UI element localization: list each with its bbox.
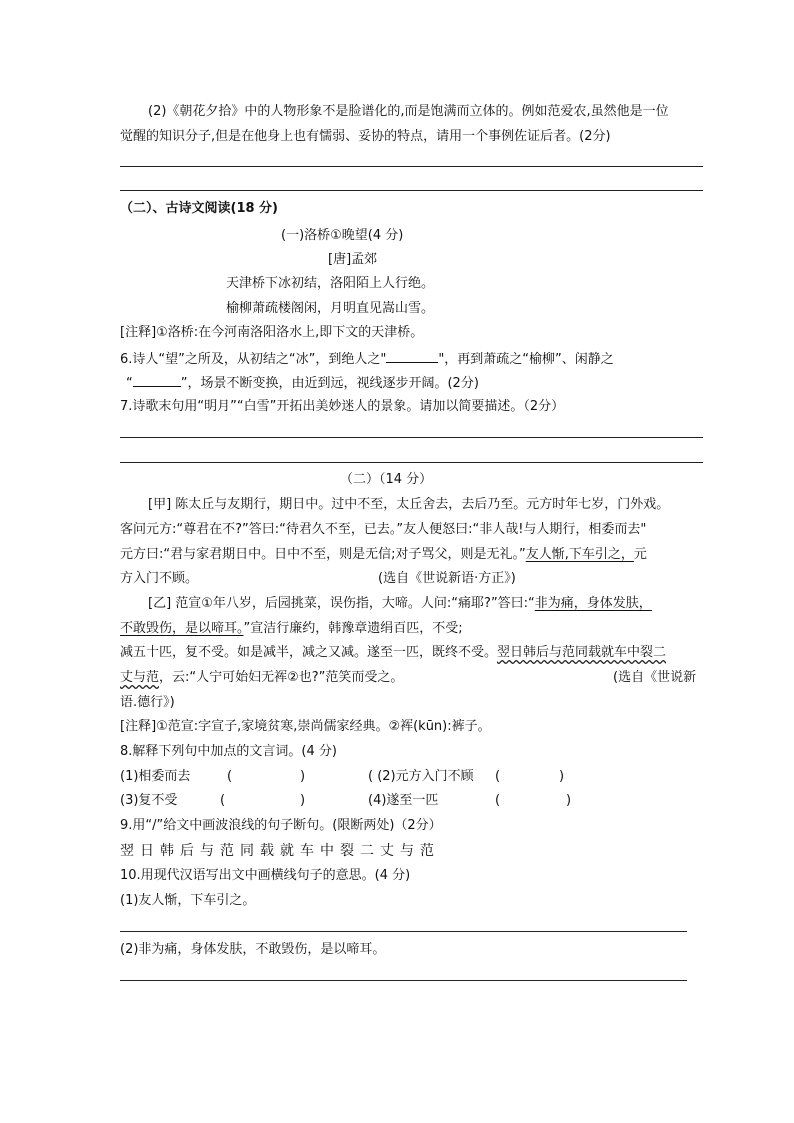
answer-paren-open: ( <box>220 793 226 808</box>
answer-line <box>120 166 703 167</box>
passage-text: 元方曰:“君与家君期日中。日中不至，则是无信;对子骂父，则是无礼。” <box>120 547 526 562</box>
answer-paren-close: ) <box>300 769 306 784</box>
poem-line: 榆柳萧疏楼阁闲，月明直见嵩山雪。 <box>226 301 435 316</box>
passage-yi-line <box>120 669 403 687</box>
q8-item4: (4)遂至一匹 <box>368 793 439 808</box>
answer-line <box>120 462 703 463</box>
passage-note: [注释]①范宣:字宣子,家境贫寒,崇尚儒家经典。②裈(kūn):裤子。 <box>120 719 491 734</box>
q8-item2: ( (2)元方入门不顾 <box>368 769 474 784</box>
q2-line1: (2)《朝花夕拾》中的人物形象不是脸谱化的,而是饱满而立体的。例如范爱农,虽然他是一位 <box>148 104 669 119</box>
answer-line <box>120 931 687 932</box>
wavy-sentence: 丈与范 <box>120 670 160 685</box>
answer-paren-open: ( <box>227 769 233 784</box>
section-heading: （二）、古诗文阅读(18 分) <box>120 201 278 216</box>
passage-jia-line: 客问元方:“尊君在不?”答曰:“待君久不至，已去。”友人便怒曰:“非人哉!与人期行，相委而去" <box>120 522 647 537</box>
q6-line2 <box>126 373 479 393</box>
q2-line2: 觉醒的知识分子,但是在他身上也有懦弱、妥协的特点，请用一个事例佐证后者。(2分) <box>120 129 611 144</box>
answer-line <box>120 980 687 981</box>
q8-heading: 8.解释下列句中加点的文言词。(4 分) <box>120 744 337 759</box>
q10-heading: 10.用现代汉语写出文中画横线句子的意思。(4 分) <box>120 868 411 883</box>
q6-text: ”，场景不断变换，由近到远，视线逐步开阔。(2分) <box>180 376 479 391</box>
source-citation: (选自《世说新语·方正》) <box>378 571 516 586</box>
poem-title: (一)洛桥①晚望(4 分) <box>281 228 404 243</box>
answer-line <box>120 190 703 191</box>
passage-text: [乙] 范宣①年八岁，后园挑菜，误伤指，大啼。人问:“痛耶?”答曰:“ <box>148 596 535 611</box>
poem-line: 天津桥下冰初结，洛阳陌上人行绝。 <box>226 276 435 291</box>
passage-text: 减五十匹，复不受。如是减半，减之又减。遂至一匹，既终不受。 <box>120 645 498 660</box>
q10-item2: (2)非为痛，身体发肤，不敢毁伤，是以啼耳。 <box>120 942 386 957</box>
passage-text: 元 <box>633 547 647 562</box>
answer-line <box>120 437 703 438</box>
answer-paren-close: ) <box>559 769 565 784</box>
q6-text: 6.诗人“望”之所及，从初结之“冰”，到绝人之" <box>120 352 387 367</box>
q9-sentence: 翌日韩后与范同载就车中裂二丈与范 <box>120 843 440 859</box>
passage-jia-line: [甲] 陈太丘与友期行，期日中。过中不至，太丘舍去，去后乃至。元方时年七岁，门外戏。 <box>148 497 670 512</box>
q6-text: "，再到萧疏之“榆柳”、闲静之 <box>438 352 614 367</box>
wavy-sentence: 翌日韩后与范同载就车中裂二 <box>497 645 667 660</box>
answer-paren-close: ) <box>300 793 306 808</box>
poem-author: [唐]孟郊 <box>328 252 378 267</box>
answer-paren-open: ( <box>495 793 501 808</box>
q6-line1 <box>120 349 614 369</box>
q10-item1: (1)友人惭，下车引之。 <box>120 893 256 908</box>
source-citation: 语.德行》) <box>120 695 175 710</box>
passage-yi-line <box>120 620 463 638</box>
q8-item3: (3)复不受 <box>120 793 178 808</box>
answer-paren-close: ) <box>566 793 572 808</box>
source-citation: (选自《世说新 <box>613 670 697 685</box>
prose-heading: （二）（14 分） <box>340 472 433 487</box>
fill-blank[interactable] <box>133 373 181 387</box>
q8-item1: (1)相委而去 <box>120 769 191 784</box>
underlined-sentence: 非为痛，身体发肤， <box>534 596 652 611</box>
answer-paren-open: ( <box>495 769 501 784</box>
passage-text: ，云:“人宁可始妇无裈②也?”范笑而受之。 <box>159 670 404 685</box>
q6-text: “ <box>126 376 133 391</box>
underlined-sentence: 不敢毁伤，是以啼耳。 <box>120 621 244 636</box>
passage-yi-line <box>148 595 652 613</box>
passage-jia-line <box>120 546 647 564</box>
q7-text: 7.诗歌末句用“明月”“白雪”开拓出美妙迷人的景象。请加以简要描述。（2分） <box>120 399 565 414</box>
passage-yi-line <box>120 644 666 662</box>
passage-jia-line: 方入门不顾。 <box>120 571 199 586</box>
fill-blank[interactable] <box>386 349 438 363</box>
passage-text: ”宣洁行廉约，韩豫章遗绢百匹，不受; <box>243 621 463 636</box>
poem-note: [注释]①洛桥:在今河南洛阳洛水上,即下文的天津桥。 <box>120 325 424 340</box>
q9-heading: 9.用“/”给文中画波浪线的句子断句。(限断两处)（2分） <box>120 818 442 833</box>
underlined-sentence: 友人惭,下车引之， <box>525 547 634 562</box>
